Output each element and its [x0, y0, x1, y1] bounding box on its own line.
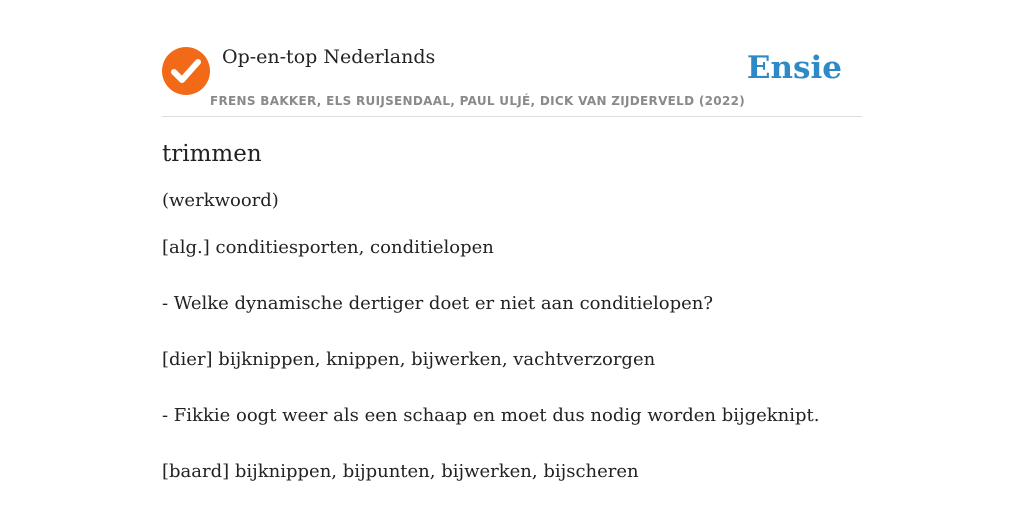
book-authors: FRENS BAKKER, ELS RUIJSENDAAL, PAUL ULJÉ, DICK VAN ZIJDERVELD (2022)	[210, 94, 746, 108]
entry-headword: trimmen	[162, 141, 262, 167]
entry-example: - Fikkie oogt weer als een schaap en moet dus nodig worden bijgeknipt.	[162, 405, 820, 426]
book-title[interactable]: Op-en-top Nederlands	[222, 46, 436, 68]
entry-line: [dier] bijknippen, knippen, bijwerken, vachtverzorgen	[162, 349, 656, 370]
entry-example: - Welke dynamische dertiger doet er niet aan conditielopen?	[162, 293, 714, 314]
entry-content	[162, 138, 862, 512]
book-header	[162, 40, 862, 117]
entry-line: [alg.] conditiesporten, conditielopen	[162, 237, 494, 258]
ensie-logo[interactable]: Ensie	[746, 50, 842, 86]
checkmark-logo-icon	[162, 47, 210, 95]
entry-line: [baard] bijknippen, bijpunten, bijwerken, bijscheren	[162, 461, 639, 482]
part-of-speech: (werkwoord)	[162, 190, 279, 211]
checkmark-icon	[162, 47, 210, 95]
